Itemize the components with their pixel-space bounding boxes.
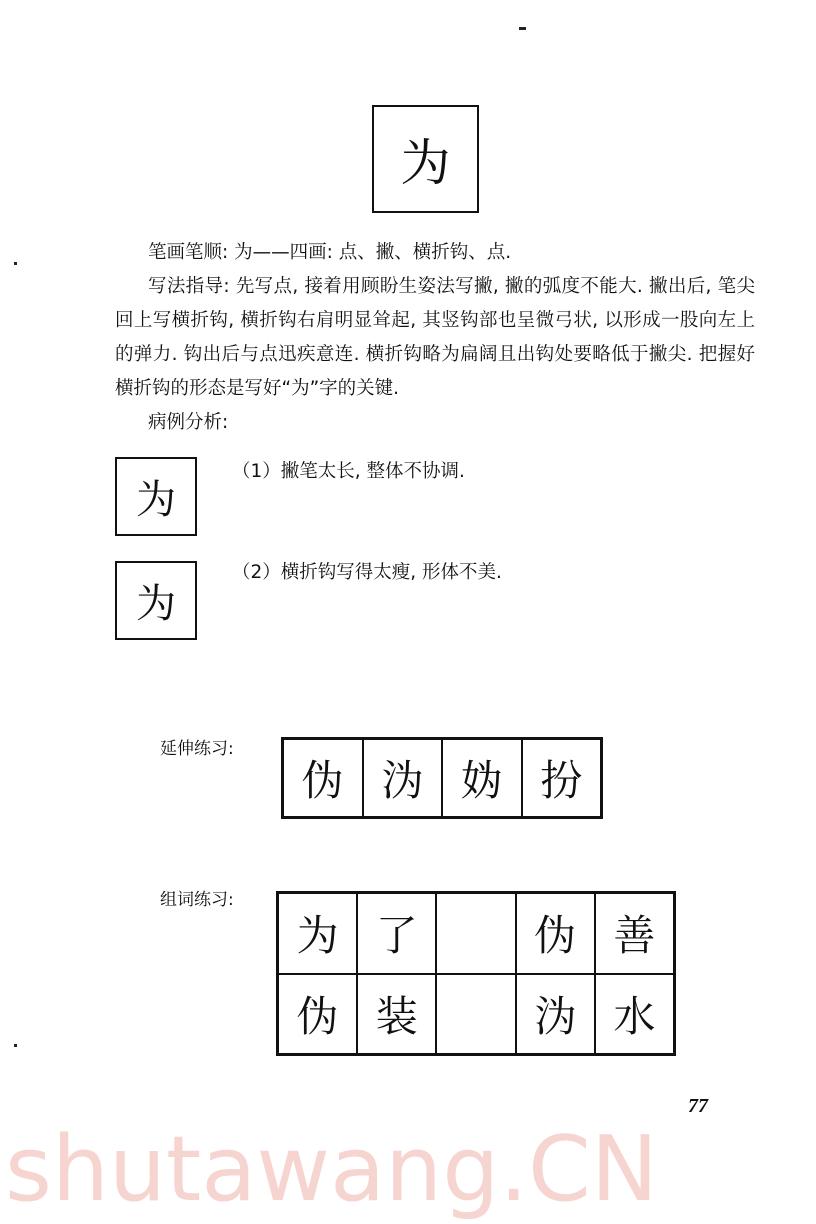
word-cell: 沩 xyxy=(516,974,595,1055)
error-example-1-text: （1）撇笔太长, 整体不协调. xyxy=(232,461,465,482)
word-cell: 了 xyxy=(357,893,436,974)
scan-speck xyxy=(519,27,526,30)
watermark: shutawang.CN xyxy=(5,1117,659,1222)
practice-cell: 伪 xyxy=(283,739,363,817)
word-practice-label: 组词练习: xyxy=(160,890,234,910)
page-number: 77 xyxy=(688,1095,708,1117)
error-example-2 xyxy=(115,561,755,640)
word-cell: 伪 xyxy=(516,893,595,974)
extension-practice-grid xyxy=(281,737,603,819)
word-cell: 伪 xyxy=(278,974,357,1055)
writing-guide-text: 写法指导: 先写点, 接着用顾盼生姿法写撇, 撇的弧度不能大. 撇出后, 笔尖回上写横折钩, 横折钩右肩明显耸起, 其竖钩部也呈微弓状, 以形成一股向左上的弹力. 钩出后与点迅疾意连. 横折钩略为扁阔且出钩处要略低于撇尖. 把握好横折钩的形态是写好“为”字的关键. xyxy=(115,276,755,399)
main-character-box: 为 xyxy=(372,105,479,213)
stroke-order-text: 笔画笔顺: 为——四画: 点、撇、横折钩、点. xyxy=(148,242,512,263)
error-example-2-text: （2）横折钩写得太瘦, 形体不美. xyxy=(232,562,502,583)
word-practice-grid xyxy=(276,891,676,1056)
practice-cell: 妫 xyxy=(442,739,522,817)
scan-speck xyxy=(14,1044,17,1047)
body-text xyxy=(115,236,755,665)
word-cell: 装 xyxy=(357,974,436,1055)
extension-practice-label: 延伸练习: xyxy=(160,739,234,759)
practice-cell: 沩 xyxy=(363,739,443,817)
error-example-2-character: 为 xyxy=(115,561,197,640)
scan-speck xyxy=(14,262,17,265)
error-example-1 xyxy=(115,457,755,536)
error-example-1-character: 为 xyxy=(115,457,197,536)
word-cell: 水 xyxy=(595,974,674,1055)
word-cell: 善 xyxy=(595,893,674,974)
word-cell-empty xyxy=(436,974,515,1055)
error-analysis-heading: 病例分析: xyxy=(148,412,229,433)
word-cell: 为 xyxy=(278,893,357,974)
word-cell-empty xyxy=(436,893,515,974)
practice-cell: 扮 xyxy=(522,739,602,817)
error-examples xyxy=(115,457,755,640)
